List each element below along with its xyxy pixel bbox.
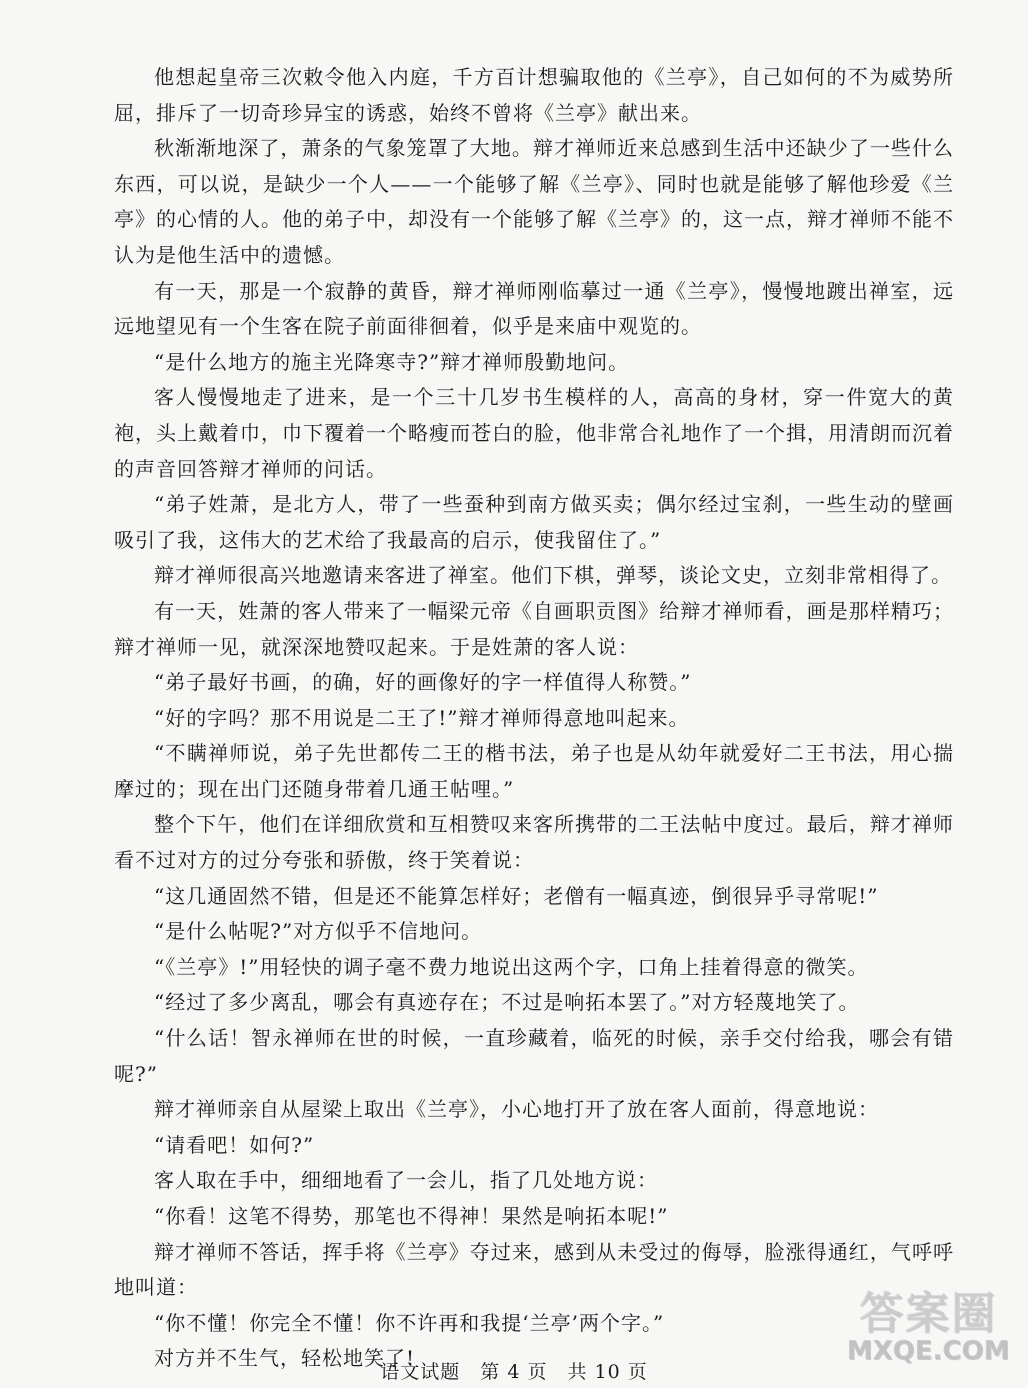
paragraph: 辩才禅师不答话，挥手将《兰亭》夺过来，感到从未受过的侮辱，脸涨得通红，气呼呼地叫道： (114, 1239, 954, 1300)
paragraph: 秋渐渐地深了，萧条的气象笼罩了大地。辩才禅师近来总感到生活中还缺少了一些什么东西，可以说，是缺少一个人——一个能够了解《兰亭》、同时也就是能够了解他珍爱《兰亭》的心情的人。他的弟子中，却没有一个能够了解《兰亭》的，这一点，辩才禅师不能不认为是他生活中的遗憾。 (114, 136, 954, 267)
paragraph: “这几通固然不错，但是还不能算怎样好；老僧有一幅真迹，倒很异乎寻常呢!” (154, 883, 879, 908)
paragraph: “弟子最好书画，的确，好的画像好的字一样值得人称赞。” (154, 670, 692, 695)
paragraph: “弟子姓萧，是北方人，带了一些蚕种到南方做买卖；偶尔经过宝刹，一些生动的壁画吸引了我，这伟大的艺术给了我最高的启示，使我留住了。” (114, 492, 954, 552)
paragraph: 客人取在手中，细细地看了一会儿，指了几处地方说： (154, 1168, 658, 1193)
paragraph: “是什么地方的施主光降寒寺?”辩才禅师殷勤地问。 (154, 349, 630, 374)
paragraph: 有一天，那是一个寂静的黄昏，辩才禅师刚临摹过一通《兰亭》，慢慢地踱出禅室，远远地望见有一个生客在院子前面徘徊着，似乎是来庙中观览的。 (114, 278, 954, 339)
paragraph: “什么话！智永禅师在世的时候，一直珍藏着，临死的时候，亲手交付给我，哪会有错呢?” (114, 1026, 954, 1086)
article-body (114, 60, 954, 1377)
paragraph: 对方并不生气，轻松地笑了! (154, 1346, 416, 1371)
paragraph: 整个下午，他们在详细欣赏和互相赞叹来客所携带的二王法帖中度过。最后，辩才禅师看不过对方的过分夸张和骄傲，终于笑着说： (114, 812, 954, 873)
paragraph: 客人慢慢地走了进来，是一个三十几岁书生模样的人，高高的身材，穿一件宽大的黄袍，头上戴着巾，巾下覆着一个略瘦而苍白的脸，他非常合礼地作了一个揖，用清朗而沉着的声音回答辩才禅师的问话。 (114, 385, 954, 481)
watermark-logo: 答案圈 (859, 1288, 997, 1339)
paragraph: “不瞒禅师说，弟子先世都传二王的楷书法，弟子也是从幼年就爱好二王书法，用心揣摩过的；现在出门还随身带着几通王帖哩。” (114, 741, 954, 801)
paragraph: “你不懂！你完全不懂！你不许再和我提‘兰亭’两个字。” (154, 1310, 665, 1335)
paragraph: “请看吧！如何?” (154, 1132, 315, 1157)
paragraph: “经过了多少离乱，哪会有真迹存在；不过是响拓本罢了。”对方轻蔑地笑了。 (154, 990, 860, 1015)
site-watermark (838, 1288, 1018, 1372)
page-footer: 语文试题 第 4 页 共 10 页 (380, 1361, 648, 1383)
paragraph: “《兰亭》!”用轻快的调子毫不费力地说出这两个字，口角上挂着得意的微笑。 (154, 954, 869, 979)
paragraph: “好的字吗？那不用说是二王了!”辩才禅师得意地叫起来。 (154, 705, 690, 730)
paragraph: 他想起皇帝三次敕令他入内庭，千方百计想骗取他的《兰亭》，自己如何的不为威势所屈，排斥了一切奇珍异宝的诱惑，始终不曾将《兰亭》献出来。 (114, 65, 954, 125)
paragraph: 辩才禅师很高兴地邀请来客进了禅室。他们下棋，弹琴，谈论文史，立刻非常相得了。 (154, 563, 952, 588)
paragraph: “你看！这笔不得势，那笔也不得神！果然是响拓本呢!” (154, 1204, 669, 1228)
paragraph: 有一天，姓萧的客人带来了一幅梁元帝《自画职贡图》给辩才禅师看，画是那样精巧；辩才禅师一见，就深深地赞叹起来。于是姓萧的客人说： (114, 598, 954, 659)
paragraph: 辩才禅师亲自从屋梁上取出《兰亭》，小心地打开了放在客人面前，得意地说： (154, 1097, 879, 1122)
watermark-url: MXQE.COM (846, 1336, 1010, 1366)
paragraph: “是什么帖呢?”对方似乎不信地问。 (154, 919, 483, 944)
